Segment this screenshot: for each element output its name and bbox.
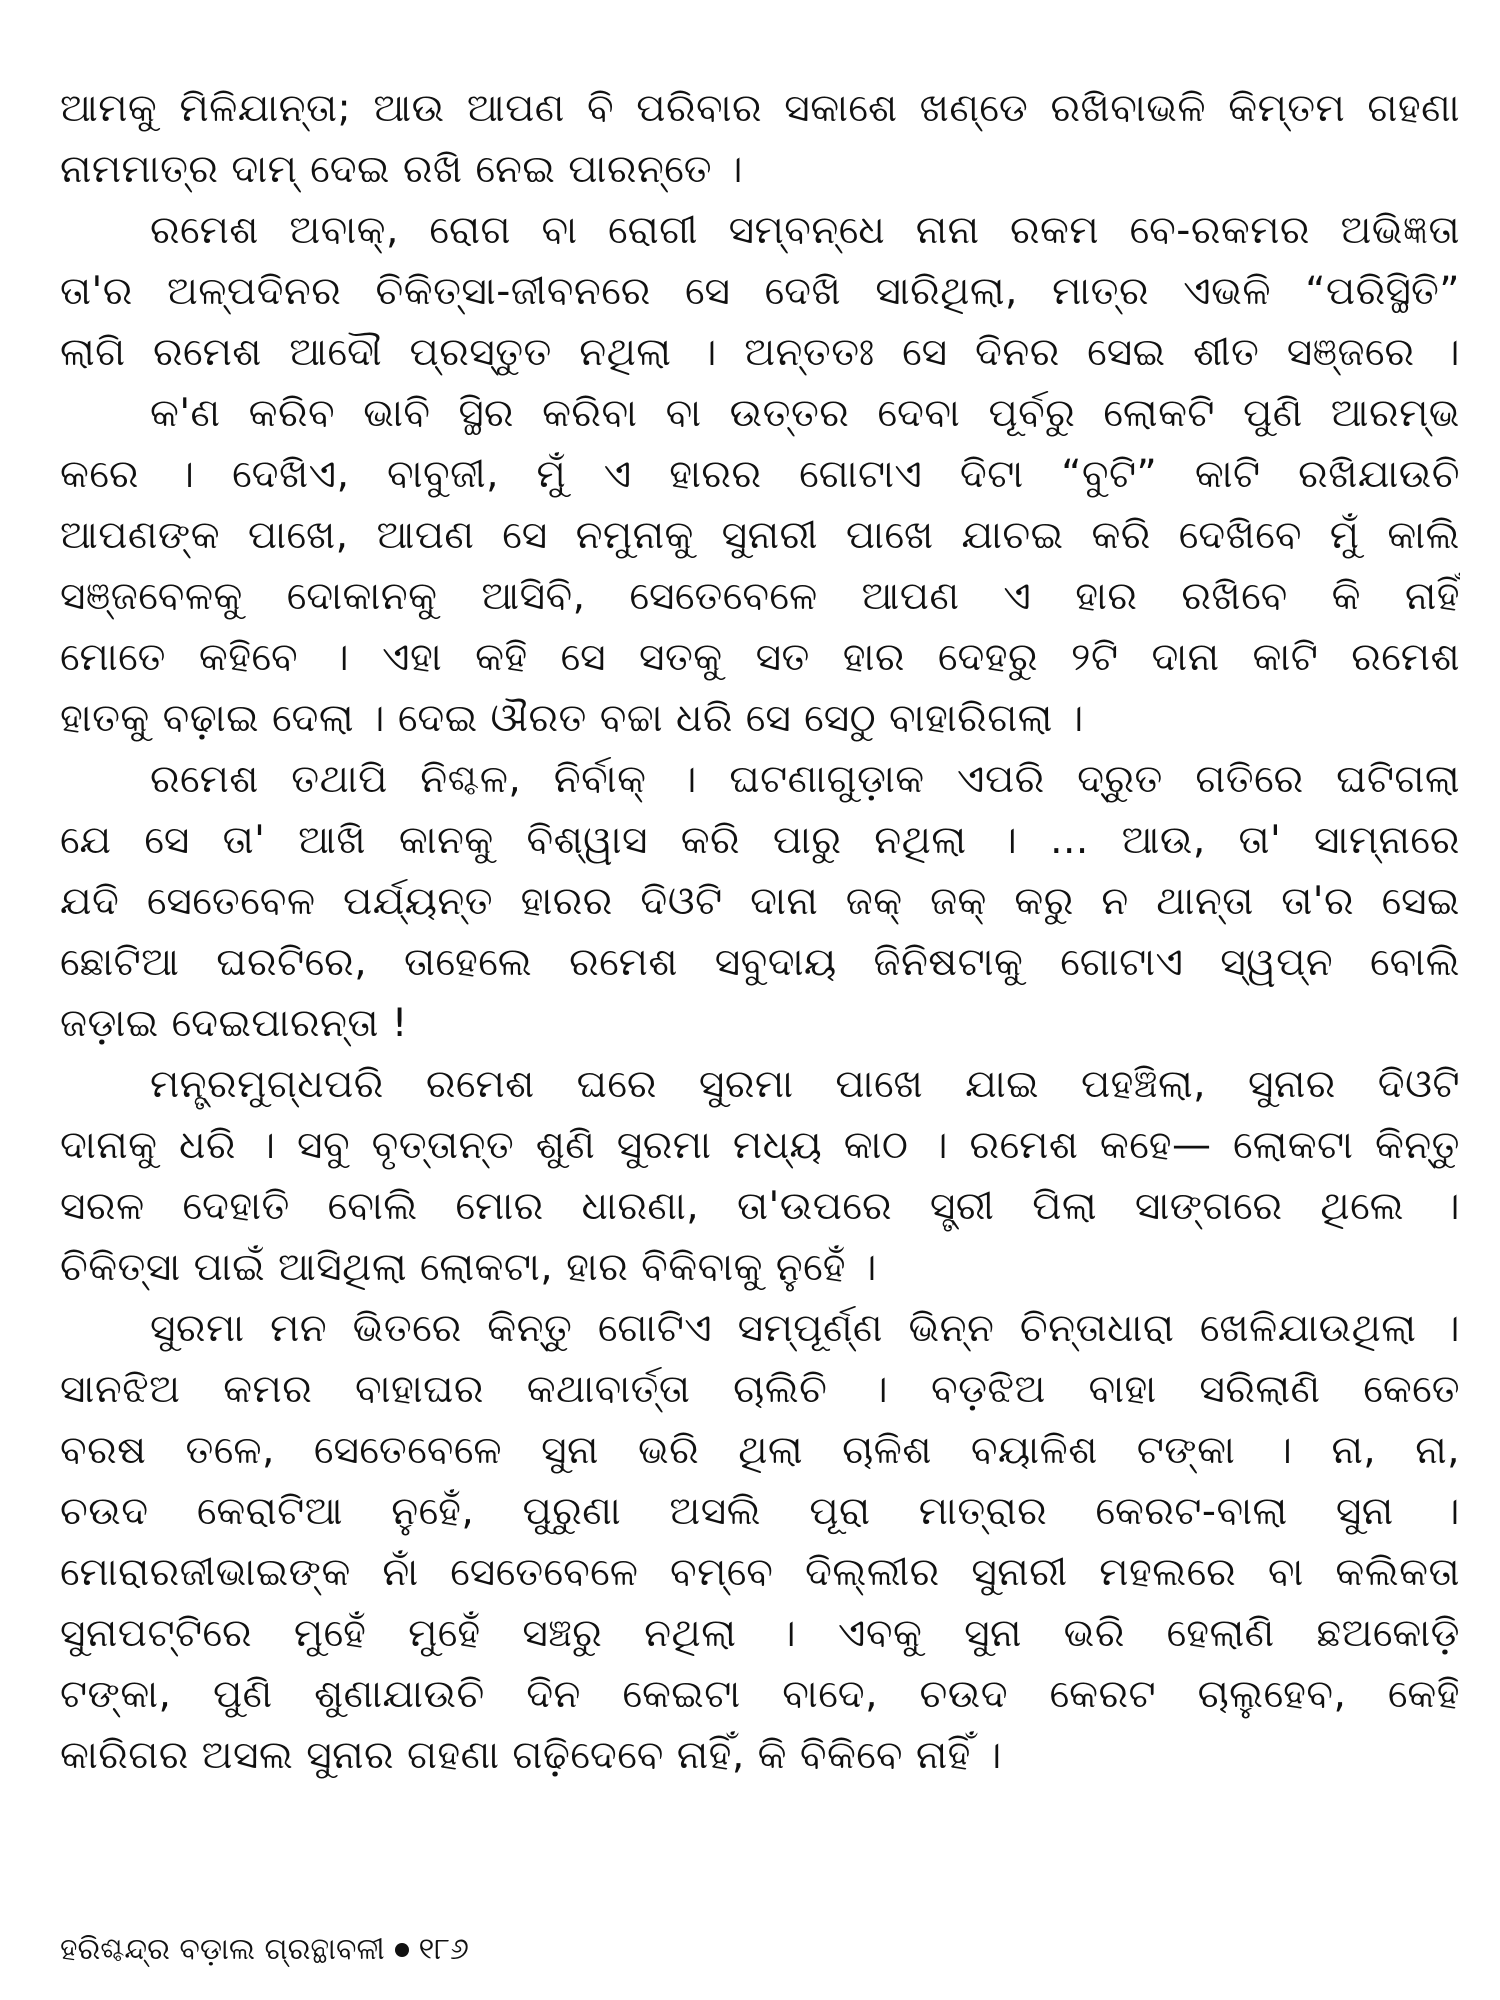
text-line: ମୋରାରଜୀଭାଇଙ୍କ ନାଁ ସେତେବେଳେ ବମ୍ବେ ଦିଲ୍ଲୀର ସୁନାରୀ ମହଲରେ ବା କଲିକତା (60, 1550, 1460, 1595)
text-line: କାରିଗର ଅସଲ ସୁନାର ଗହଣା ଗଢ଼ିଦେବେ ନାହିଁ, କି ବିକିବେ ନାହିଁ । (60, 1733, 1002, 1778)
text-line: ଯଦି ସେତେବେଳ ପର୍ଯ୍ୟନ୍ତ ହାରର ଦିଓଟି ଦାନା ଜକ୍ ଜକ୍ କରୁ ନ ଥାନ୍ତା ତା'ର ସେଇ (60, 879, 1460, 924)
paragraph-start-line: ରମେଶ ତଥାପି ନିଶ୍ଚଳ, ନିର୍ବାକ୍ । ଘଟଣାଗୁଡ଼ାକ ଏପରି ଦ୍ରୁତ ଗତିରେ ଘଟିଗଲା (150, 757, 1460, 802)
body-text (60, 78, 1460, 1786)
text-line: କରେ । ଦେଖିଏ, ବାବୁଜୀ, ମୁଁ ଏ ହାରର ଗୋଟାଏ ଦିଟା “ବୁଟି” କାଟି ରଖିଯାଉଚି (60, 452, 1460, 497)
text-line: ସୁନାପଟ୍ଟିରେ ମୁହେଁ ମୁହେଁ ସଞ୍ଚରୁ ନଥିଲା । ଏବକୁ ସୁନା ଭରି ହେଲାଣି ଛଅକୋଡ଼ି (60, 1611, 1460, 1656)
text-line: ଜଡ଼ାଇ ଦେଇପାରନ୍ତା ! (60, 1001, 408, 1046)
paragraph-start-line: ରମେଶ ଅବାକ୍, ରୋଗ ବା ରୋଗୀ ସମ୍ବନ୍ଧେ ନାନା ରକମ ବେ-ରକମର ଅଭିଜ୍ଞତା (150, 208, 1460, 253)
text-line: ଯେ ସେ ତା' ଆଖି କାନକୁ ବିଶ୍ୱାସ କରି ପାରୁ ନଥିଲା । ... ଆଉ, ତା' ସାମ୍ନାରେ (60, 818, 1460, 863)
text-line: ଛୋଟିଆ ଘରଟିରେ, ତାହେଲେ ରମେଶ ସବୁଦାୟ ଜିନିଷଟାକୁ ଗୋଟାଏ ସ୍ୱପ୍ନ ବୋଲି (60, 940, 1460, 985)
text-line: ନାମମାତ୍ର ଦାମ୍ ଦେଇ ରଖି ନେଇ ପାରନ୍ତେ । (60, 147, 744, 192)
text-line: ସାନଝିଅ କମର ବାହାଘର କଥାବାର୍ତ୍ତା ଚାଲିଚି । ବଡ଼ଝିଅ ବାହା ସରିଲାଣି କେତେ (60, 1367, 1460, 1412)
text-line: ବରଷ ତଳେ, ସେତେବେଳେ ସୁନା ଭରି ଥିଲା ଚାଳିଶ ବୟାଳିଶ ଟଙ୍କା । ନା, ନା, (60, 1428, 1460, 1473)
text-line: ଦାନାକୁ ଧରି । ସବୁ ବୃତ୍ତାନ୍ତ ଶୁଣି ସୁରମା ମଧ୍ୟ କାଠ । ରମେଶ କହେ— ଲୋକଟା କିନ୍ତୁ (60, 1123, 1460, 1168)
paragraph-start-line: ସୁରମା ମନ ଭିତରେ କିନ୍ତୁ ଗୋଟିଏ ସମ୍ପୂର୍ଣ୍ଣ ଭିନ୍ନ ଚିନ୍ତାଧାରା ଖେଳିଯାଉଥିଲା । (150, 1306, 1460, 1351)
text-line: ସଞ୍ଜବେଳକୁ ଦୋକାନକୁ ଆସିବି, ସେତେବେଳେ ଆପଣ ଏ ହାର ରଖିବେ କି ନାହିଁ (60, 574, 1460, 619)
text-line: ଚଉଦ କେରାଟିଆ ନୁହେଁ, ପୁରୁଣା ଅସଲି ପୂରା ମାତ୍ରାର କେରଟ-ବାଲା ସୁନା । (60, 1489, 1460, 1534)
paragraph-start-line: ମନ୍ତ୍ରମୁଗ୍ଧପରି ରମେଶ ଘରେ ସୁରମା ପାଖେ ଯାଇ ପହଞ୍ଚିଲା, ସୁନାର ଦିଓଟି (150, 1062, 1460, 1107)
text-line: ତା'ର ଅଳ୍ପଦିନର ଚିକିତ୍ସା-ଜୀବନରେ ସେ ଦେଖି ସାରିଥିଲା, ମାତ୍ର ଏଭଳି “ପରିସ୍ଥିତି” (60, 269, 1460, 314)
page-footer (60, 1930, 469, 1970)
text-line: ମୋତେ କହିବେ । ଏହା କହି ସେ ସତକୁ ସତ ହାର ଦେହରୁ ୨ଟି ଦାନା କାଟି ରମେଶ (60, 635, 1460, 680)
text-line: ସରଳ ଦେହାତି ବୋଲି ମୋର ଧାରଣା, ତା'ଉପରେ ସ୍ତ୍ରୀ ପିଲା ସାଙ୍ଗରେ ଥିଲେ । (60, 1184, 1460, 1229)
bullet-separator (395, 1943, 409, 1957)
text-line: ହାତକୁ ବଢ଼ାଇ ଦେଲା । ଦେଇ ଔରତ ବଚ୍ଚା ଧରି ସେ ସେଠୁ ବାହାରିଗଲା । (60, 696, 1084, 741)
text-line: ଆମକୁ ମିଳିଯାନ୍ତା; ଆଉ ଆପଣ ବି ପରିବାର ସକାଶେ ଖଣ୍ଡେ ରଖିବାଭଳି କିମ୍ତମ ଗହଣା (60, 86, 1460, 131)
book-title: ହରିଶ୍ଚନ୍ଦ୍ର ବଡ଼ାଲ ଗ୍ରନ୍ଥାବଳୀ (60, 1932, 385, 1967)
text-line: ଆପଣଙ୍କ ପାଖେ, ଆପଣ ସେ ନମୁନାକୁ ସୁନାରୀ ପାଖେ ଯାଚଇ କରି ଦେଖିବେ ମୁଁ କାଲି (60, 513, 1460, 558)
text-line: ଚିକିତ୍ସା ପାଇଁ ଆସିଥିଲା ଲୋକଟା, ହାର ବିକିବାକୁ ନୁହେଁ । (60, 1245, 877, 1290)
text-line: ଟଙ୍କା, ପୁଣି ଶୁଣାଯାଉଚି ଦିନ କେଇଟା ବାଦେ, ଚଉଦ କେରଟ ଚାଲୁହେବ, କେହି (60, 1672, 1460, 1717)
paragraph-start-line: କ'ଣ କରିବ ଭାବି ସ୍ଥିର କରିବା ବା ଉତ୍ତର ଦେବା ପୂର୍ବରୁ ଲୋକଟି ପୁଣି ଆରମ୍ଭ (150, 391, 1460, 436)
text-line: ଲାଗି ରମେଶ ଆଦୌ ପ୍ରସ୍ତୁତ ନଥିଲା । ଅନ୍ତତଃ ସେ ଦିନର ସେଇ ଶୀତ ସଞ୍ଜରେ । (60, 330, 1460, 375)
page-number: ୧୮୬ (418, 1932, 469, 1967)
